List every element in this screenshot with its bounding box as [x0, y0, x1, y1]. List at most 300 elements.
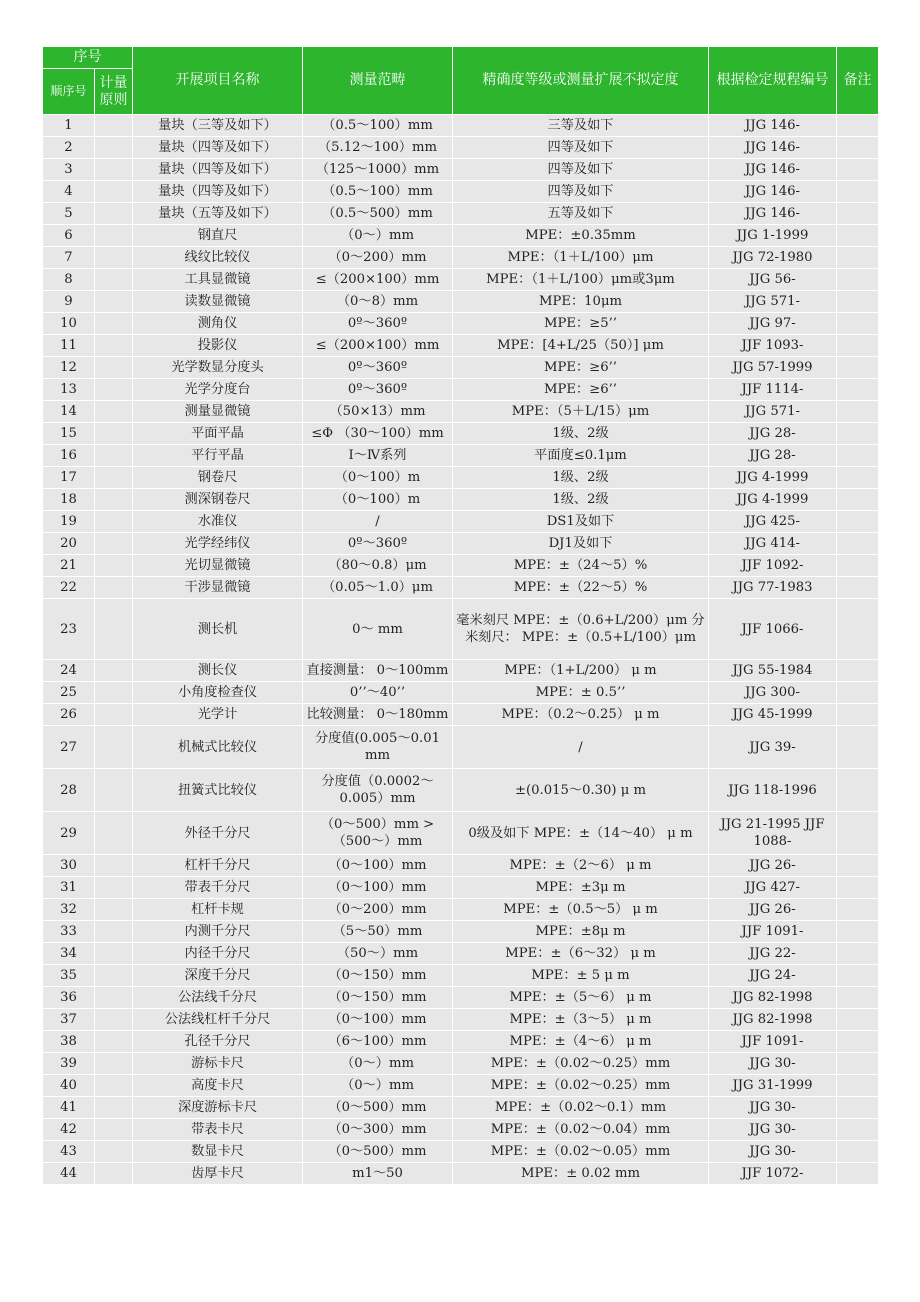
cell-remarks — [837, 660, 879, 682]
cell-accuracy: MPE：（1+L/200） μ m — [453, 660, 709, 682]
cell-metrology-principle — [95, 1075, 133, 1097]
cell-remarks — [837, 445, 879, 467]
cell-seq-no: 36 — [43, 987, 95, 1009]
cell-measure-range: （0.5～100）mm — [303, 115, 453, 137]
cell-seq-no: 1 — [43, 115, 95, 137]
cell-metrology-principle — [95, 577, 133, 599]
cell-accuracy: MPE：[4+L/25（50）] μm — [453, 335, 709, 357]
cell-measure-range: 0º～360º — [303, 533, 453, 555]
cell-metrology-principle — [95, 181, 133, 203]
cell-item-name: 量块（五等及如下） — [133, 203, 303, 225]
cell-metrology-principle — [95, 965, 133, 987]
cell-remarks — [837, 1075, 879, 1097]
cell-item-name: 量块（四等及如下） — [133, 159, 303, 181]
table-row — [43, 599, 879, 660]
cell-item-name: 游标卡尺 — [133, 1053, 303, 1075]
table-row — [43, 726, 879, 769]
cell-item-name: 内测千分尺 — [133, 921, 303, 943]
cell-seq-no: 8 — [43, 269, 95, 291]
cell-metrology-principle — [95, 855, 133, 877]
cell-measure-range: （0～150）mm — [303, 987, 453, 1009]
cell-remarks — [837, 533, 879, 555]
cell-metrology-principle — [95, 899, 133, 921]
cell-regulation: JJG 118-1996 — [709, 769, 837, 812]
cell-remarks — [837, 965, 879, 987]
table-row — [43, 423, 879, 445]
table-row — [43, 682, 879, 704]
cell-item-name: 扭簧式比较仪 — [133, 769, 303, 812]
cell-seq-no: 18 — [43, 489, 95, 511]
cell-regulation: JJG 22- — [709, 943, 837, 965]
cell-regulation: JJG 26- — [709, 855, 837, 877]
table-row — [43, 555, 879, 577]
cell-metrology-principle — [95, 555, 133, 577]
cell-item-name: 公法线杠杆千分尺 — [133, 1009, 303, 1031]
cell-regulation: JJG 30- — [709, 1053, 837, 1075]
cell-regulation: JJG 4-1999 — [709, 489, 837, 511]
cell-remarks — [837, 1163, 879, 1185]
cell-accuracy: MPE：±（0.02～0.1）mm — [453, 1097, 709, 1119]
table-row — [43, 291, 879, 313]
cell-measure-range: ≤Φ （30～100）mm — [303, 423, 453, 445]
header-accuracy: 精确度等级或测量扩展不拟定度 — [453, 47, 709, 115]
cell-seq-no: 22 — [43, 577, 95, 599]
table-row — [43, 660, 879, 682]
cell-measure-range: 0’’～40’’ — [303, 682, 453, 704]
cell-remarks — [837, 899, 879, 921]
cell-remarks — [837, 987, 879, 1009]
cell-seq-no: 3 — [43, 159, 95, 181]
table-row — [43, 855, 879, 877]
cell-seq-no: 17 — [43, 467, 95, 489]
cell-accuracy: MPE：（5＋L/15）μm — [453, 401, 709, 423]
cell-remarks — [837, 511, 879, 533]
cell-regulation: JJG 57-1999 — [709, 357, 837, 379]
table-row — [43, 943, 879, 965]
cell-accuracy: 1级、2级 — [453, 467, 709, 489]
cell-metrology-principle — [95, 769, 133, 812]
cell-seq-no: 40 — [43, 1075, 95, 1097]
cell-metrology-principle — [95, 877, 133, 899]
cell-regulation: JJG 56- — [709, 269, 837, 291]
cell-seq-no: 9 — [43, 291, 95, 313]
document-page — [42, 46, 878, 1185]
cell-metrology-principle — [95, 225, 133, 247]
cell-regulation: JJG 72-1980 — [709, 247, 837, 269]
cell-measure-range: （0～300）mm — [303, 1119, 453, 1141]
cell-seq-no: 23 — [43, 599, 95, 660]
cell-accuracy: MPE：（0.2～0.25） μ m — [453, 704, 709, 726]
cell-metrology-principle — [95, 533, 133, 555]
cell-seq-no: 39 — [43, 1053, 95, 1075]
cell-item-name: 测长仪 — [133, 660, 303, 682]
cell-metrology-principle — [95, 115, 133, 137]
header-seq-group: 序号 — [43, 47, 133, 69]
cell-item-name: 水准仪 — [133, 511, 303, 533]
cell-regulation: JJG 77-1983 — [709, 577, 837, 599]
cell-metrology-principle — [95, 921, 133, 943]
cell-measure-range: （0～）mm — [303, 1075, 453, 1097]
cell-seq-no: 13 — [43, 379, 95, 401]
cell-metrology-principle — [95, 1031, 133, 1053]
cell-accuracy: 五等及如下 — [453, 203, 709, 225]
cell-accuracy: MPE：± 0.02 mm — [453, 1163, 709, 1185]
cell-regulation: JJG 571- — [709, 401, 837, 423]
cell-metrology-principle — [95, 467, 133, 489]
cell-accuracy: MPE：± 0.5’’ — [453, 682, 709, 704]
cell-item-name: 外径千分尺 — [133, 812, 303, 855]
table-header — [43, 47, 879, 115]
cell-accuracy: 毫米刻尺 MPE：±（0.6+L/200）μm 分米刻尺： MPE：±（0.5+L/100）μm — [453, 599, 709, 660]
cell-regulation: JJG 146- — [709, 115, 837, 137]
table-row — [43, 159, 879, 181]
table-row — [43, 247, 879, 269]
cell-seq-no: 43 — [43, 1141, 95, 1163]
cell-remarks — [837, 467, 879, 489]
cell-metrology-principle — [95, 704, 133, 726]
cell-regulation: JJG 21-1995 JJF 1088- — [709, 812, 837, 855]
cell-regulation: JJG 146- — [709, 203, 837, 225]
cell-seq-no: 31 — [43, 877, 95, 899]
cell-measure-range: （125～1000）mm — [303, 159, 453, 181]
table-row — [43, 357, 879, 379]
cell-item-name: 线纹比较仪 — [133, 247, 303, 269]
cell-seq-no: 44 — [43, 1163, 95, 1185]
cell-metrology-principle — [95, 1163, 133, 1185]
table-row — [43, 401, 879, 423]
cell-seq-no: 26 — [43, 704, 95, 726]
cell-regulation: JJG 1-1999 — [709, 225, 837, 247]
cell-accuracy: DJ1及如下 — [453, 533, 709, 555]
cell-regulation: JJG 82-1998 — [709, 1009, 837, 1031]
cell-item-name: 工具显微镜 — [133, 269, 303, 291]
cell-seq-no: 33 — [43, 921, 95, 943]
cell-seq-no: 12 — [43, 357, 95, 379]
cell-remarks — [837, 577, 879, 599]
cell-measure-range: （0～200）mm — [303, 247, 453, 269]
table-row — [43, 704, 879, 726]
cell-seq-no: 4 — [43, 181, 95, 203]
cell-regulation: JJG 427- — [709, 877, 837, 899]
cell-remarks — [837, 1141, 879, 1163]
table-row — [43, 1141, 879, 1163]
cell-regulation: JJF 1092- — [709, 555, 837, 577]
table-row — [43, 533, 879, 555]
cell-metrology-principle — [95, 203, 133, 225]
cell-seq-no: 34 — [43, 943, 95, 965]
cell-measure-range: （50×13）mm — [303, 401, 453, 423]
cell-accuracy: 三等及如下 — [453, 115, 709, 137]
cell-accuracy: MPE：（1＋L/100）μm — [453, 247, 709, 269]
cell-measure-range: m1～50 — [303, 1163, 453, 1185]
cell-regulation: JJG 82-1998 — [709, 987, 837, 1009]
cell-remarks — [837, 1031, 879, 1053]
cell-regulation: JJG 30- — [709, 1141, 837, 1163]
cell-metrology-principle — [95, 1053, 133, 1075]
table-row — [43, 379, 879, 401]
cell-accuracy: MPE：±（4～6） μ m — [453, 1031, 709, 1053]
table-row — [43, 1031, 879, 1053]
cell-item-name: 杠杆千分尺 — [133, 855, 303, 877]
table-row — [43, 769, 879, 812]
cell-metrology-principle — [95, 1119, 133, 1141]
cell-remarks — [837, 1119, 879, 1141]
cell-accuracy: MPE：±（22～5）% — [453, 577, 709, 599]
table-row — [43, 467, 879, 489]
cell-regulation: JJG 4-1999 — [709, 467, 837, 489]
cell-remarks — [837, 313, 879, 335]
cell-remarks — [837, 357, 879, 379]
table-body — [43, 115, 879, 1185]
cell-item-name: 光切显微镜 — [133, 555, 303, 577]
table-row — [43, 899, 879, 921]
cell-remarks — [837, 489, 879, 511]
cell-item-name: 量块（四等及如下） — [133, 181, 303, 203]
cell-seq-no: 11 — [43, 335, 95, 357]
cell-seq-no: 38 — [43, 1031, 95, 1053]
cell-accuracy: DS1及如下 — [453, 511, 709, 533]
cell-measure-range: （0～）mm — [303, 225, 453, 247]
cell-remarks — [837, 1053, 879, 1075]
cell-accuracy: MPE：±0.35mm — [453, 225, 709, 247]
cell-accuracy: MPE：≥5’’ — [453, 313, 709, 335]
table-row — [43, 1075, 879, 1097]
cell-item-name: 干涉显微镜 — [133, 577, 303, 599]
cell-seq-no: 14 — [43, 401, 95, 423]
cell-item-name: 孔径千分尺 — [133, 1031, 303, 1053]
cell-regulation: JJG 146- — [709, 137, 837, 159]
cell-metrology-principle — [95, 511, 133, 533]
table-row — [43, 812, 879, 855]
cell-item-name: 光学经纬仪 — [133, 533, 303, 555]
cell-metrology-principle — [95, 682, 133, 704]
cell-item-name: 小角度检查仪 — [133, 682, 303, 704]
cell-measure-range: （0.5～100）mm — [303, 181, 453, 203]
cell-accuracy: ±(0.015～0.30) μ m — [453, 769, 709, 812]
cell-remarks — [837, 682, 879, 704]
cell-measure-range: 直接测量： 0～100mm — [303, 660, 453, 682]
cell-item-name: 带表千分尺 — [133, 877, 303, 899]
cell-accuracy: MPE：±（0.02～0.04）mm — [453, 1119, 709, 1141]
cell-seq-no: 21 — [43, 555, 95, 577]
cell-accuracy: MPE：≥6’’ — [453, 357, 709, 379]
header-seq-no: 顺序号 — [43, 69, 95, 115]
cell-seq-no: 25 — [43, 682, 95, 704]
cell-item-name: 测深钢卷尺 — [133, 489, 303, 511]
cell-remarks — [837, 599, 879, 660]
cell-seq-no: 29 — [43, 812, 95, 855]
cell-accuracy: / — [453, 726, 709, 769]
table-row — [43, 877, 879, 899]
cell-accuracy: 1级、2级 — [453, 423, 709, 445]
cell-item-name: 光学分度台 — [133, 379, 303, 401]
cell-remarks — [837, 269, 879, 291]
cell-regulation: JJG 146- — [709, 159, 837, 181]
cell-item-name: 平行平晶 — [133, 445, 303, 467]
cell-remarks — [837, 225, 879, 247]
cell-regulation: JJF 1093- — [709, 335, 837, 357]
cell-seq-no: 19 — [43, 511, 95, 533]
cell-regulation: JJG 425- — [709, 511, 837, 533]
cell-item-name: 钢直尺 — [133, 225, 303, 247]
cell-metrology-principle — [95, 489, 133, 511]
cell-metrology-principle — [95, 159, 133, 181]
cell-item-name: 量块（三等及如下） — [133, 115, 303, 137]
cell-regulation: JJF 1114- — [709, 379, 837, 401]
cell-metrology-principle — [95, 379, 133, 401]
table-row — [43, 1097, 879, 1119]
cell-metrology-principle — [95, 1141, 133, 1163]
cell-metrology-principle — [95, 423, 133, 445]
table-row — [43, 511, 879, 533]
cell-remarks — [837, 877, 879, 899]
cell-remarks — [837, 704, 879, 726]
cell-regulation: JJG 28- — [709, 423, 837, 445]
cell-metrology-principle — [95, 137, 133, 159]
cell-measure-range: 0º～360º — [303, 313, 453, 335]
table-row — [43, 203, 879, 225]
cell-measure-range: （5.12～100）mm — [303, 137, 453, 159]
cell-remarks — [837, 921, 879, 943]
cell-accuracy: MPE：（1＋L/100）μm或3μm — [453, 269, 709, 291]
cell-metrology-principle — [95, 726, 133, 769]
cell-remarks — [837, 1097, 879, 1119]
cell-metrology-principle — [95, 660, 133, 682]
cell-remarks — [837, 1009, 879, 1031]
table-row — [43, 1053, 879, 1075]
cell-remarks — [837, 423, 879, 445]
cell-metrology-principle — [95, 247, 133, 269]
table-row — [43, 489, 879, 511]
cell-remarks — [837, 181, 879, 203]
cell-accuracy: 四等及如下 — [453, 159, 709, 181]
cell-metrology-principle — [95, 1097, 133, 1119]
cell-regulation: JJG 146- — [709, 181, 837, 203]
cell-seq-no: 24 — [43, 660, 95, 682]
cell-accuracy: MPE：±（0.02～0.25）mm — [453, 1075, 709, 1097]
cell-metrology-principle — [95, 445, 133, 467]
cell-measure-range: （0～500）mm — [303, 1141, 453, 1163]
cell-metrology-principle — [95, 335, 133, 357]
cell-metrology-principle — [95, 269, 133, 291]
cell-measure-range: （0～100）m — [303, 489, 453, 511]
cell-regulation: JJG 414- — [709, 533, 837, 555]
cell-regulation: JJG 30- — [709, 1119, 837, 1141]
cell-metrology-principle — [95, 313, 133, 335]
cell-measure-range: （0～）mm — [303, 1053, 453, 1075]
header-metrology-principle: 计量原则 — [95, 69, 133, 115]
cell-measure-range: （0～100）mm — [303, 877, 453, 899]
cell-remarks — [837, 379, 879, 401]
cell-accuracy: MPE：±（5～6） μ m — [453, 987, 709, 1009]
cell-accuracy: MPE：±8μ m — [453, 921, 709, 943]
cell-remarks — [837, 335, 879, 357]
cell-item-name: 投影仪 — [133, 335, 303, 357]
cell-seq-no: 15 — [43, 423, 95, 445]
header-item-name: 开展项目名称 — [133, 47, 303, 115]
cell-metrology-principle — [95, 943, 133, 965]
cell-remarks — [837, 726, 879, 769]
cell-item-name: 平面平晶 — [133, 423, 303, 445]
cell-seq-no: 37 — [43, 1009, 95, 1031]
cell-seq-no: 20 — [43, 533, 95, 555]
table-row — [43, 313, 879, 335]
table-row — [43, 269, 879, 291]
cell-item-name: 读数显微镜 — [133, 291, 303, 313]
cell-remarks — [837, 401, 879, 423]
cell-remarks — [837, 291, 879, 313]
table-row — [43, 1119, 879, 1141]
cell-remarks — [837, 769, 879, 812]
header-remarks: 备注 — [837, 47, 879, 115]
cell-measure-range: （0～8）mm — [303, 291, 453, 313]
cell-item-name: 杠杆卡规 — [133, 899, 303, 921]
table-row — [43, 577, 879, 599]
cell-regulation: JJF 1072- — [709, 1163, 837, 1185]
cell-regulation: JJG 45-1999 — [709, 704, 837, 726]
cell-regulation: JJG 97- — [709, 313, 837, 335]
cell-seq-no: 30 — [43, 855, 95, 877]
cell-seq-no: 7 — [43, 247, 95, 269]
cell-seq-no: 42 — [43, 1119, 95, 1141]
cell-accuracy: MPE：±（3～5） μ m — [453, 1009, 709, 1031]
cell-item-name: 量块（四等及如下） — [133, 137, 303, 159]
cell-remarks — [837, 159, 879, 181]
cell-measure-range: （0～500）mm — [303, 1097, 453, 1119]
cell-item-name: 测角仪 — [133, 313, 303, 335]
cell-measure-range: 比较测量： 0～180mm — [303, 704, 453, 726]
cell-accuracy: 0级及如下 MPE：±（14～40） μ m — [453, 812, 709, 855]
table-row — [43, 1163, 879, 1185]
cell-item-name: 机械式比较仪 — [133, 726, 303, 769]
cell-item-name: 测长机 — [133, 599, 303, 660]
cell-accuracy: 平面度≤0.1μm — [453, 445, 709, 467]
cell-accuracy: MPE：±3μ m — [453, 877, 709, 899]
cell-regulation: JJG 300- — [709, 682, 837, 704]
cell-regulation: JJG 28- — [709, 445, 837, 467]
cell-accuracy: MPE：±（6～32） μ m — [453, 943, 709, 965]
table-row — [43, 335, 879, 357]
measurement-items-table — [42, 46, 879, 1185]
header-regulation: 根据检定规程编号 — [709, 47, 837, 115]
cell-item-name: 深度千分尺 — [133, 965, 303, 987]
cell-regulation: JJF 1091- — [709, 1031, 837, 1053]
cell-seq-no: 2 — [43, 137, 95, 159]
cell-regulation: JJG 571- — [709, 291, 837, 313]
cell-accuracy: MPE：10μm — [453, 291, 709, 313]
table-row — [43, 987, 879, 1009]
cell-measure-range: （5～50）mm — [303, 921, 453, 943]
cell-accuracy: MPE：±（24～5）% — [453, 555, 709, 577]
cell-metrology-principle — [95, 987, 133, 1009]
cell-regulation: JJG 39- — [709, 726, 837, 769]
cell-measure-range: （0.05～1.0）μm — [303, 577, 453, 599]
table-row — [43, 181, 879, 203]
cell-item-name: 光学计 — [133, 704, 303, 726]
cell-seq-no: 32 — [43, 899, 95, 921]
cell-measure-range: 分度值(0.005～0.01 mm — [303, 726, 453, 769]
cell-measure-range: ≤（200×100）mm — [303, 335, 453, 357]
cell-accuracy: MPE：± 5 μ m — [453, 965, 709, 987]
cell-measure-range: 0º～360º — [303, 379, 453, 401]
cell-regulation: JJF 1066- — [709, 599, 837, 660]
cell-measure-range: 0º～360º — [303, 357, 453, 379]
cell-metrology-principle — [95, 1009, 133, 1031]
cell-accuracy: 1级、2级 — [453, 489, 709, 511]
cell-item-name: 数显卡尺 — [133, 1141, 303, 1163]
cell-measure-range: （0.5～500）mm — [303, 203, 453, 225]
cell-regulation: JJF 1091- — [709, 921, 837, 943]
